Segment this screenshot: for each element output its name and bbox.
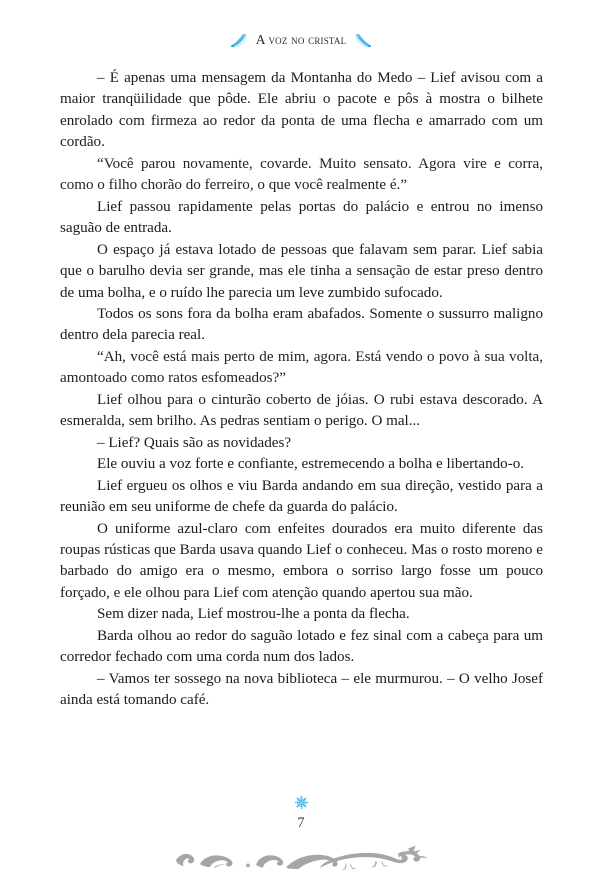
paragraph: “Ah, você está mais perto de mim, agora. Está vendo o povo à sua volta, amontoado como ratos esfomeados?”	[60, 348, 543, 387]
paragraph: Barda olhou ao redor do saguão lotado e fez sinal com a cabeça para um corredor fechado com uma corda num dos lados.	[60, 627, 543, 666]
running-head-title: A voz no cristal	[255, 32, 347, 47]
snowflake-icon	[294, 795, 309, 810]
running-head	[0, 28, 602, 52]
paragraph: O espaço já estava lotado de pessoas que falavam sem parar. Lief sabia que o barulho devia ser grande, mas ele tinha a sensação de estar preso dentro de uma bolha, e o ruído lhe parecia um leve zumbido sufocado.	[60, 241, 543, 301]
paragraph: – Vamos ter sossego na nova biblioteca – ele murmurou. – O velho Josef ainda está tomando café.	[60, 670, 543, 709]
paragraph: – É apenas uma mensagem da Montanha do Medo – Lief avisou com a maior tranqüilidade que pôde. Ele abriu o pacote e pôs à mostra o bilhete enrolado com firmeza ao redor da ponta de uma flecha e amarrado com um cordão.	[60, 70, 543, 151]
dragon-flourish-icon	[170, 843, 432, 871]
paragraph: Lief ergueu os olhos e viu Barda andando em sua direção, vestido para a reunião em seu uniforme de chefe da guarda do palácio.	[60, 477, 543, 516]
paragraph: Lief passou rapidamente pelas portas do palácio e entrou no imenso saguão de entrada.	[60, 198, 543, 237]
wing-ornament-icon	[355, 33, 372, 48]
paragraph: O uniforme azul-claro com enfeites dourados era muito diferente das roupas rústicas que Barda usava quando Lief o conheceu. Mas o rosto moreno e barbado do amigo era o mesmo, embora o sorriso largo fosse um pouco forçado, e ele olhou para Lief com atenção quando apertou sua mão.	[60, 520, 543, 601]
paragraph: “Você parou novamente, covarde. Muito sensato. Agora vire e corra, como o filho chorão do ferreiro, o que você realmente é.”	[60, 155, 543, 194]
paragraph: Ele ouviu a voz forte e confiante, estremecendo a bolha e libertando-o.	[97, 456, 525, 473]
page-footer	[0, 795, 602, 832]
wing-ornament-icon	[230, 33, 247, 48]
paragraph: Todos os sons fora da bolha eram abafados. Somente o sussurro maligno dentro dela parecia real.	[60, 305, 543, 344]
page-body-text	[60, 68, 543, 712]
paragraph: Lief olhou para o cinturão coberto de jóias. O rubi estava descorado. A esmeralda, sem brilho. As pedras sentiam o perigo. O mal...	[60, 391, 543, 430]
paragraph: – Lief? Quais são as novidades?	[97, 434, 292, 451]
page-number: 7	[297, 815, 305, 831]
paragraph: Sem dizer nada, Lief mostrou-lhe a ponta da flecha.	[97, 606, 410, 623]
